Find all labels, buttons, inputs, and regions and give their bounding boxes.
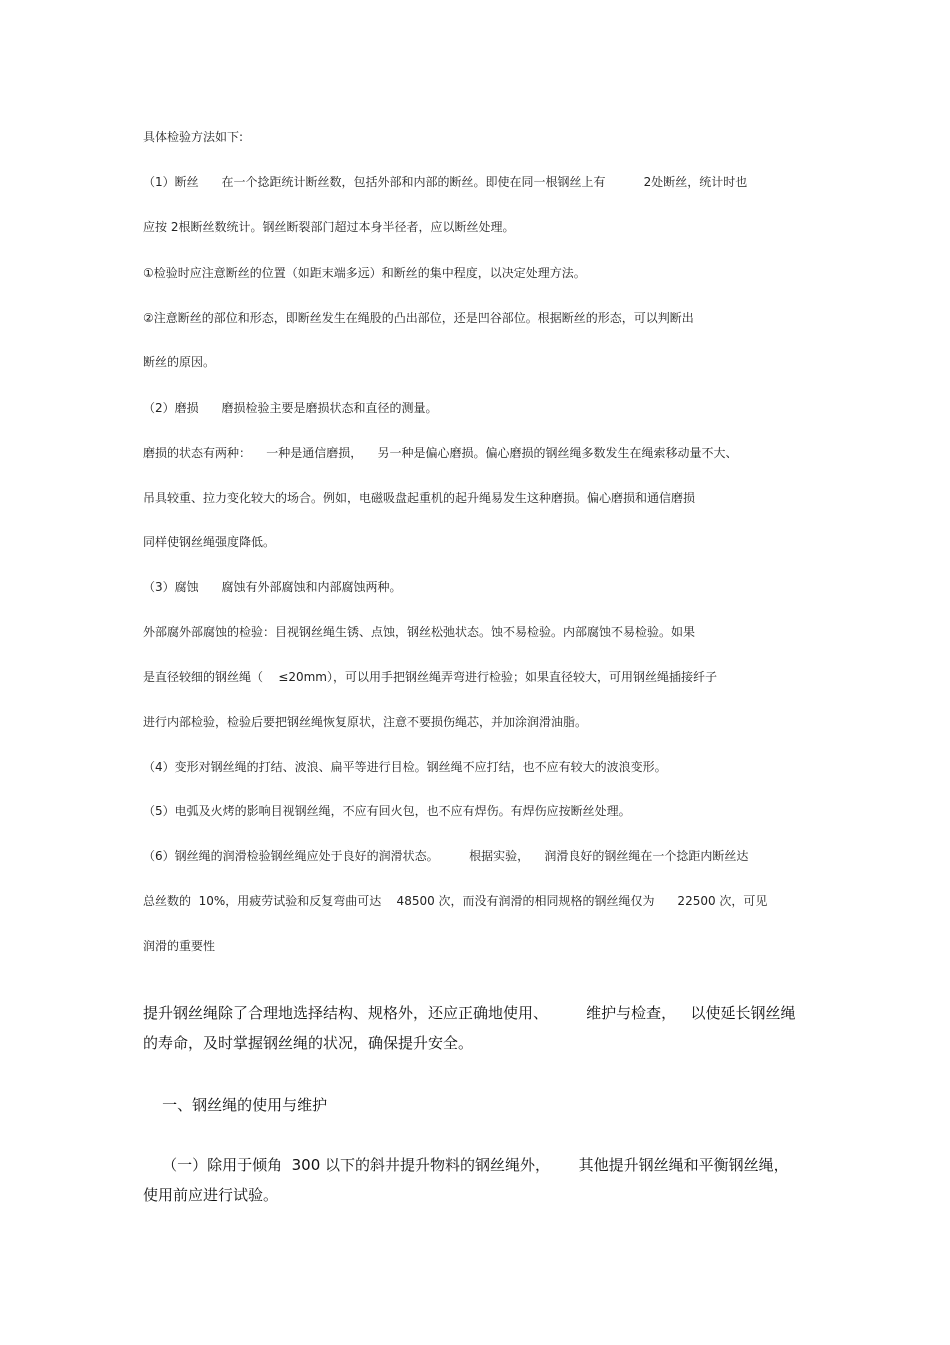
- body-paragraph-line: 使用前应进行试验。: [143, 1186, 279, 1204]
- text-line: （6）钢丝绳的润滑检验钢丝绳应处于良好的润滑状态。 根据实验， 润滑良好的钢丝绳在一个捻距内断丝达: [143, 849, 749, 863]
- text-line: 具体检验方法如下:: [143, 130, 244, 144]
- text-line: （2）磨损 磨损检验主要是磨损状态和直径的测量。: [143, 401, 438, 415]
- text-line: 润滑的重要性: [143, 939, 216, 953]
- body-paragraph-line: （一）除用于倾角 300 以下的斜井提升物料的钢丝绳外， 其他提升钢丝绳和平衡钢丝绳，: [143, 1156, 789, 1174]
- text-line: 应按 2根断丝数统计。钢丝断裂部门超过本身半径者，应以断丝处理。: [143, 220, 515, 234]
- text-line: ①检验时应注意断丝的位置（如距末端多远）和断丝的集中程度，以决定处理方法。: [143, 266, 586, 280]
- section-heading: 一、钢丝绳的使用与维护: [143, 1096, 328, 1114]
- text-line: 外部腐外部腐蚀的检验：目视钢丝绳生锈、点蚀，钢丝松弛状态。蚀不易检验。内部腐蚀不易检验。如果: [143, 625, 696, 639]
- text-line: 进行内部检验，检验后要把钢丝绳恢复原状，注意不要损伤绳芯，并加涂润滑油脂。: [143, 715, 588, 729]
- text-line: （4）变形对钢丝绳的打结、波浪、扁平等进行目检。钢丝绳不应打结，也不应有较大的波浪变形。: [143, 760, 667, 774]
- text-line: 同样使钢丝绳强度降低。: [143, 535, 276, 549]
- text-line: 断丝的原因。: [143, 355, 216, 369]
- text-line: ②注意断丝的部位和形态，即断丝发生在绳股的凸出部位，还是凹谷部位。根据断丝的形态，可以判断出: [143, 311, 694, 325]
- body-paragraph-line: 的寿命，及时掌握钢丝绳的状况，确保提升安全。: [143, 1034, 474, 1052]
- text-line: 磨损的状态有两种： 一种是通信磨损， 另一种是偏心磨损。偏心磨损的钢丝绳多数发生在绳索移动量不大、: [143, 446, 738, 460]
- text-line: （5）电弧及火烤的影响目视钢丝绳，不应有回火包，也不应有焊伤。有焊伤应按断丝处理。: [143, 804, 631, 818]
- body-paragraph-line: 提升钢丝绳除了合理地选择结构、规格外，还应正确地使用、 维护与检查， 以使延长钢丝绳: [143, 1004, 796, 1022]
- text-line: 是直径较细的钢丝绳（ ≤20mm），可以用手把钢丝绳弄弯进行检验；如果直径较大，可用钢丝绳插接纤子: [143, 670, 717, 684]
- text-line: 吊具较重、拉力变化较大的场合。例如，电磁吸盘起重机的起升绳易发生这种磨损。偏心磨损和通信磨损: [143, 491, 696, 505]
- text-line: （3）腐蚀 腐蚀有外部腐蚀和内部腐蚀两种。: [143, 580, 402, 594]
- text-line: 总丝数的 10%，用疲劳试验和反复弯曲可达 48500 次，而没有润滑的相同规格的钢丝绳仅为 22500 次，可见: [143, 894, 768, 908]
- text-line: （1）断丝 在一个捻距统计断丝数，包括外部和内部的断丝。即使在同一根钢丝上有 2处断丝，统计时也: [143, 175, 748, 189]
